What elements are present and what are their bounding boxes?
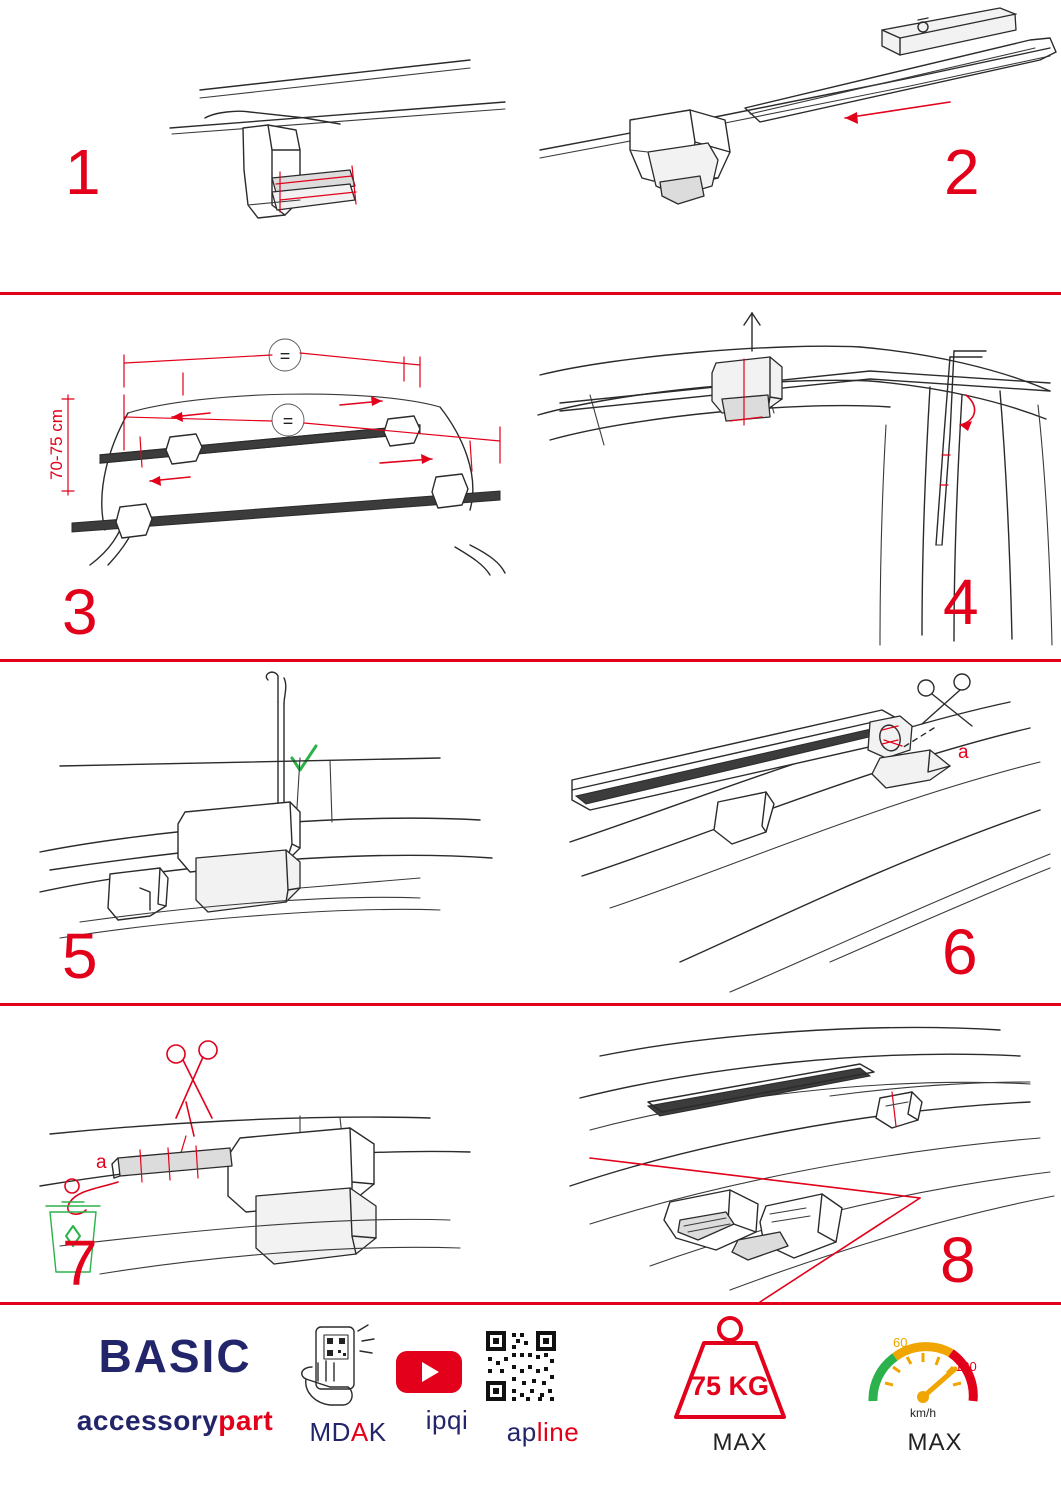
logo-mdak[interactable] [288, 1323, 408, 1448]
step-7-panel [0, 1006, 530, 1302]
brand-subtitle [60, 1405, 290, 1437]
step-8-illustration [530, 1006, 1061, 1302]
hand-phone-qr-icon [288, 1323, 398, 1409]
check-icon [292, 746, 316, 770]
speed-tick-120: 120 [955, 1359, 977, 1374]
step-1-panel [0, 0, 530, 292]
youtube-icon [392, 1345, 466, 1397]
logo-mdak-label: MDAK [309, 1417, 387, 1447]
spacing-dimension-label: 70-75 cm [47, 409, 66, 480]
equal-mark-2: = [282, 411, 294, 431]
brand-subtitle-part: part [218, 1405, 274, 1436]
cut-point-label-a: a [96, 1152, 107, 1173]
speedometer-icon [855, 1313, 995, 1425]
cut-point-label-a: a [958, 742, 969, 763]
speed-tick-60: 60 [893, 1335, 908, 1350]
step-6-illustration [530, 662, 1061, 1003]
step-number-1: 1 [65, 136, 101, 208]
qr-code-icon [478, 1323, 564, 1409]
speed-unit: km/h [909, 1406, 937, 1420]
step-4-illustration [530, 295, 1061, 659]
weight-icon [660, 1313, 800, 1425]
step-number-6: 6 [942, 916, 978, 988]
max-load-caption: MAX [712, 1429, 768, 1456]
logo-apline-label: apline [506, 1417, 580, 1447]
step-2-panel [530, 0, 1061, 292]
step-number-2: 2 [944, 136, 980, 208]
max-speed-caption: MAX [907, 1429, 963, 1456]
equal-mark-1: = [279, 346, 291, 366]
step-4-panel [530, 295, 1061, 659]
max-load-value: 75 KG [690, 1371, 770, 1401]
max-speed-block [855, 1313, 1015, 1457]
step-number-5: 5 [62, 920, 98, 992]
step-3-panel [0, 295, 530, 659]
max-load-block [660, 1313, 820, 1457]
step-number-3: 3 [62, 576, 98, 648]
step-8-panel [530, 1006, 1061, 1302]
step-number-7: 7 [62, 1227, 98, 1299]
logo-apline[interactable] [478, 1323, 608, 1448]
brand-block [60, 1330, 290, 1437]
step-number-4: 4 [943, 566, 979, 638]
step-number-8: 8 [940, 1224, 976, 1296]
brand-name: BASIC [98, 1330, 252, 1382]
step-2-illustration [530, 0, 1061, 292]
footer [0, 1305, 1061, 1500]
step-6-panel [530, 662, 1061, 1003]
brand-subtitle-accessory: accessory [76, 1405, 219, 1436]
logo-ipqi-label: ipqi [425, 1405, 469, 1435]
step-5-panel [0, 662, 530, 1003]
